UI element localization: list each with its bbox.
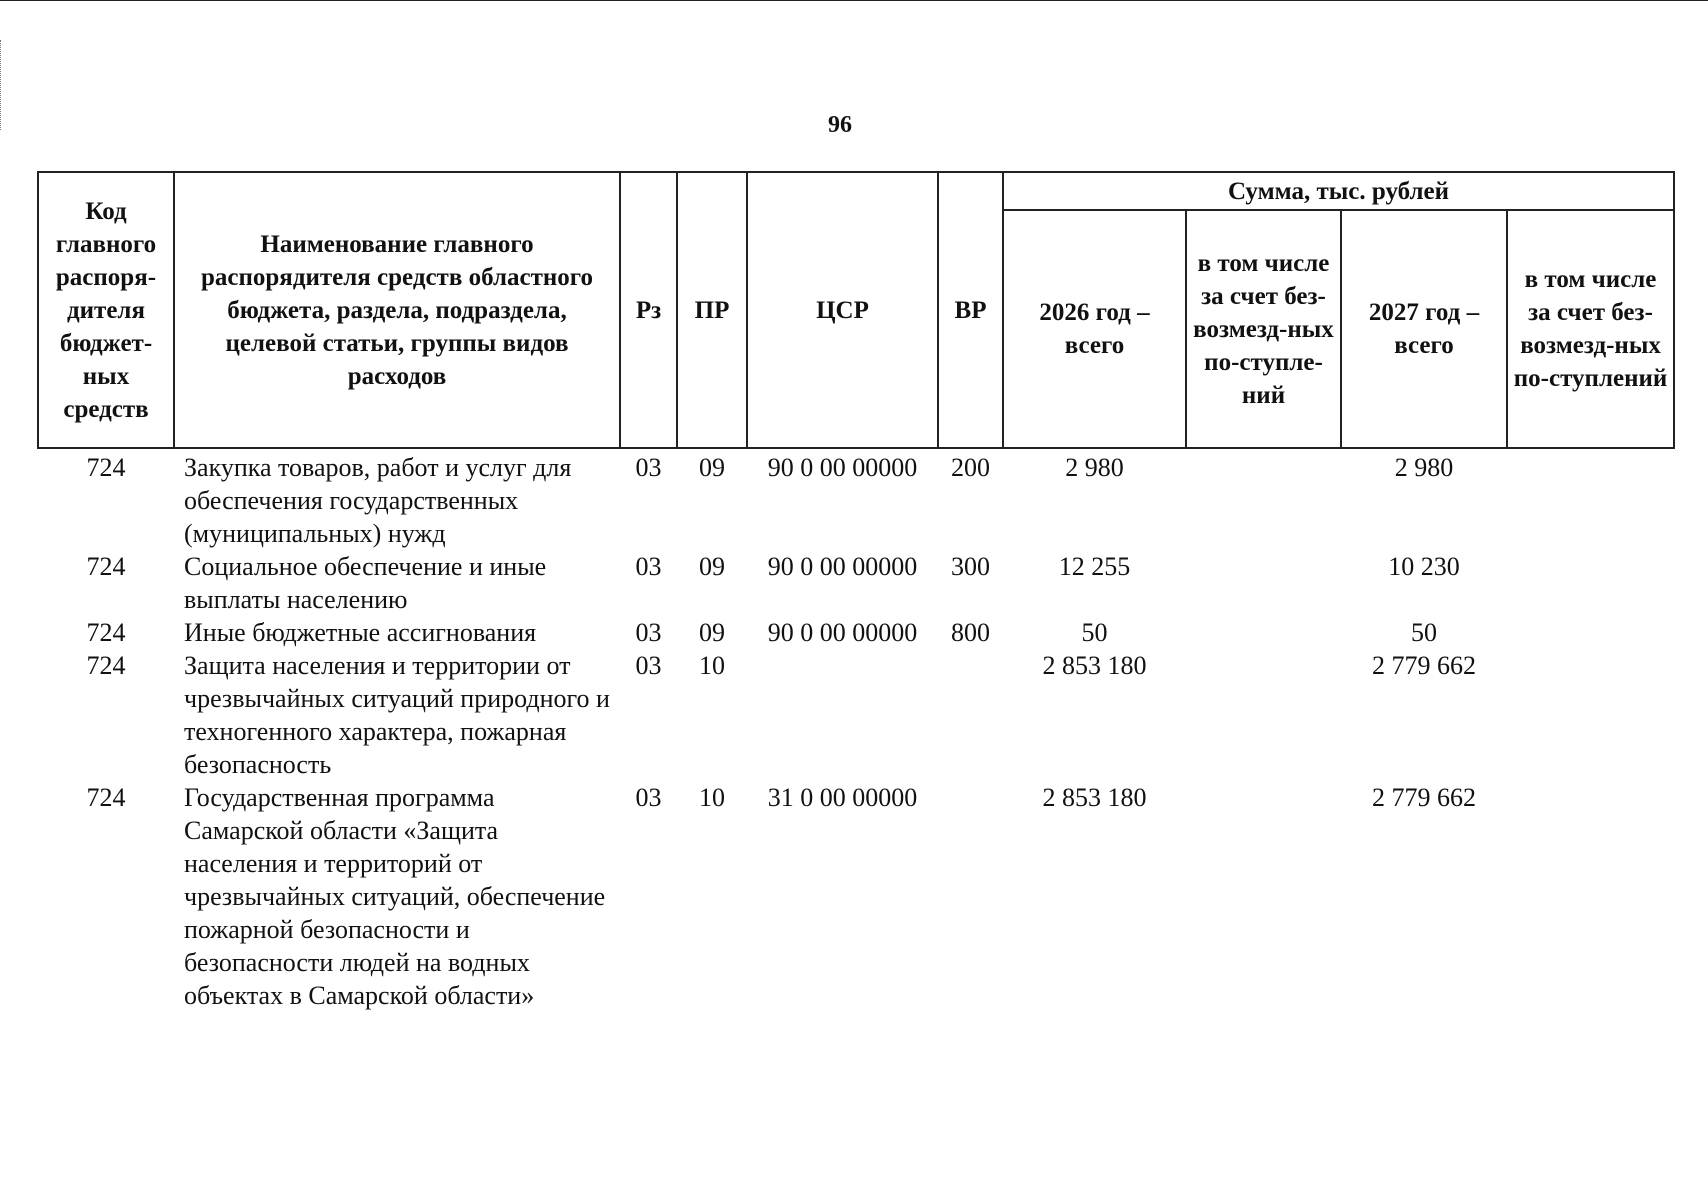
header-code: Код главного распоря-дителя бюджет-ных средств xyxy=(38,172,174,448)
cell-pr: 10 xyxy=(699,783,725,812)
cell-2027-grants xyxy=(1507,448,1674,550)
cell-code: 724 xyxy=(86,552,126,581)
cell-pr: 09 xyxy=(699,453,725,482)
table-row xyxy=(38,649,1674,781)
cell-rz: 03 xyxy=(635,552,662,581)
header-2027-grants: в том числе за счет без-возмезд-ных по-ступлений xyxy=(1507,210,1674,448)
cell-rz: 03 xyxy=(635,783,662,812)
cell-2027-grants xyxy=(1507,550,1674,616)
header-pr: ПР xyxy=(677,172,747,448)
cell-name: Защита населения и территории от чрезвычайных ситуаций природного и техногенного характера, пожарная безопасность xyxy=(184,651,610,779)
cell-2027-total: 50 xyxy=(1411,618,1437,647)
cell-name: Социальное обеспечение и иные выплаты населению xyxy=(184,552,547,614)
cell-code: 724 xyxy=(86,651,126,680)
cell-vr: 300 xyxy=(951,552,990,581)
table-row xyxy=(38,448,1674,550)
cell-2026-total: 2 853 180 xyxy=(1042,783,1147,812)
cell-2027-grants xyxy=(1507,781,1674,1012)
cell-code: 724 xyxy=(86,618,126,647)
cell-2026-total: 50 xyxy=(1081,618,1108,647)
cell-csr: 90 0 00 00000 xyxy=(767,618,918,647)
cell-2027-total: 2 779 662 xyxy=(1372,783,1476,812)
cell-2026-total: 12 255 xyxy=(1058,552,1131,581)
page-top-edge xyxy=(0,0,1708,1)
cell-2027-total: 2 779 662 xyxy=(1372,651,1476,680)
cell-pr: 09 xyxy=(699,618,725,647)
budget-table xyxy=(37,171,1675,1012)
cell-vr: 200 xyxy=(951,453,990,482)
header-sum-group: Сумма, тыс. рублей xyxy=(1003,172,1674,210)
cell-vr xyxy=(938,781,1003,1012)
header-csr: ЦСР xyxy=(747,172,938,448)
cell-csr: 90 0 00 00000 xyxy=(767,453,918,482)
cell-rz: 03 xyxy=(635,618,662,647)
cell-pr: 09 xyxy=(699,552,725,581)
cell-name: Иные бюджетные ассигнования xyxy=(184,618,537,647)
table-header xyxy=(38,172,1674,448)
header-vr: ВР xyxy=(938,172,1003,448)
cell-name: Закупка товаров, работ и услуг для обеспечения государственных (муниципальных) нужд xyxy=(184,453,572,548)
header-name: Наименование главного распорядителя средств областного бюджета, раздела, подраздела, целевой статьи, группы видов расходов xyxy=(174,172,620,448)
scan-edge-mark xyxy=(0,40,1,130)
cell-code: 724 xyxy=(86,453,126,482)
cell-2026-grants xyxy=(1186,550,1341,616)
header-2026-grants: в том числе за счет без-возмезд-ных по-ступле-ний xyxy=(1186,210,1341,448)
cell-code: 724 xyxy=(86,783,126,812)
cell-vr: 800 xyxy=(951,618,990,647)
cell-csr xyxy=(747,649,938,781)
cell-rz: 03 xyxy=(635,453,662,482)
cell-2027-grants xyxy=(1507,649,1674,781)
header-2027-total: 2027 год – всего xyxy=(1341,210,1507,448)
cell-csr: 31 0 00 00000 xyxy=(767,783,918,812)
header-2026-total: 2026 год – всего xyxy=(1003,210,1186,448)
header-rz: Рз xyxy=(620,172,677,448)
cell-2026-grants xyxy=(1186,649,1341,781)
cell-2026-grants xyxy=(1186,616,1341,649)
table-row xyxy=(38,550,1674,616)
cell-pr: 10 xyxy=(699,651,725,680)
cell-2027-grants xyxy=(1507,616,1674,649)
cell-2027-total: 10 230 xyxy=(1388,552,1460,581)
cell-csr: 90 0 00 00000 xyxy=(767,552,918,581)
page-number: 96 xyxy=(828,112,852,138)
cell-rz: 03 xyxy=(635,651,662,680)
cell-2026-grants xyxy=(1186,781,1341,1012)
cell-2026-grants xyxy=(1186,448,1341,550)
table-row xyxy=(38,616,1674,649)
cell-2026-total: 2 980 xyxy=(1065,453,1124,482)
cell-2027-total: 2 980 xyxy=(1394,453,1454,482)
cell-2026-total: 2 853 180 xyxy=(1042,651,1147,680)
table-body xyxy=(38,448,1674,1012)
cell-name: Государственная программа Самарской области «Защита населения и территорий от чрезвычайных ситуаций, обеспечение пожарной безопасности и безопасности людей на водных объектах в Самарской области» xyxy=(184,783,606,1010)
table-row xyxy=(38,781,1674,1012)
cell-vr xyxy=(938,649,1003,781)
